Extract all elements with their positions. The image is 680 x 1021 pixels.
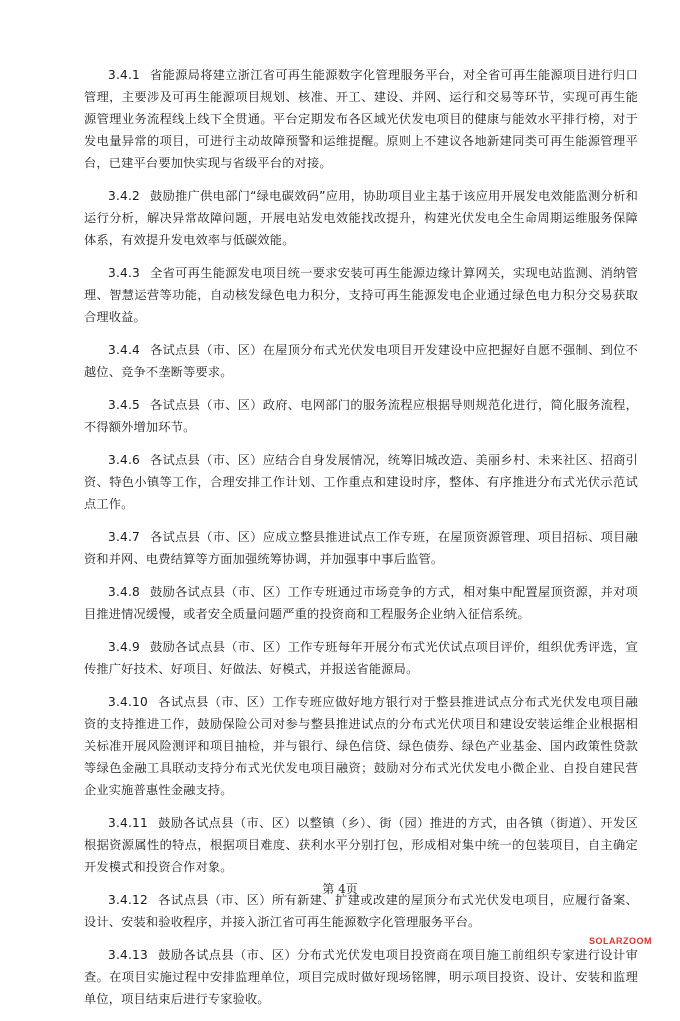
clause-number: 3.4.4	[108, 343, 141, 357]
clause-text: 各试点县（市、区）在屋顶分布式光伏发电项目开发建设中应把握好自愿不强制、到位不越位、竞争不垄断等要求。	[84, 343, 638, 379]
clause-number: 3.4.7	[108, 530, 141, 544]
clause-number: 3.4.8	[108, 585, 141, 599]
clause-number: 3.4.12	[108, 893, 148, 907]
clause-paragraph-3-4-8	[84, 581, 638, 625]
clause-text: 各试点县（市、区）政府、电网部门的服务流程应根据导则规范化进行，简化服务流程，不得额外增加环节。	[84, 398, 638, 434]
clause-paragraph-3-4-5	[84, 394, 638, 438]
clause-list	[84, 64, 638, 1021]
clause-number: 3.4.11	[108, 816, 148, 830]
clause-text: 各试点县（市、区）应成立整县推进试点工作专班，在屋顶资源管理、项目招标、项目融资和并网、电费结算等方面加强统筹协调，并加强事中事后监管。	[84, 530, 638, 566]
clause-text: 各试点县（市、区）所有新建、扩建或改建的屋顶分布式光伏发电项目，应履行备案、设计、安装和验收程序，并接入浙江省可再生能源数字化管理服务平台。	[84, 893, 638, 929]
clause-paragraph-3-4-13	[84, 944, 638, 1010]
clause-paragraph-3-4-4	[84, 339, 638, 383]
clause-paragraph-3-4-10	[84, 691, 638, 801]
clause-number: 3.4.5	[108, 398, 141, 412]
clause-text: 各试点县（市、区）应结合自身发展情况，统筹旧城改造、美丽乡村、未来社区、招商引资、特色小镇等工作，合理安排工作计划、工作重点和建设时序，整体、有序推进分布式光伏示范试点工作。	[84, 453, 638, 511]
clause-number: 3.4.13	[108, 948, 148, 962]
clause-text: 鼓励各试点县（市、区）以整镇（乡）、街（园）推进的方式，由各镇（街道）、开发区根据资源属性的特点，根据项目难度、获利水平分别打包，形成相对集中统一的包装项目，自主确定开发模式和投资合作对象。	[84, 816, 638, 874]
clause-paragraph-3-4-3	[84, 262, 638, 328]
clause-paragraph-3-4-2	[84, 185, 638, 251]
clause-number: 3.4.3	[108, 266, 141, 280]
clause-number: 3.4.10	[108, 695, 148, 709]
page-number: 第 4页	[322, 882, 358, 896]
clause-text: 各试点县（市、区）工作专班应做好地方银行对于整县推进试点分布式光伏发电项目融资的支持推进工作，鼓励保险公司对参与整县推进试点的分布式光伏项目和建设安装运维企业根据相关标准开展风险测评和项目抽检，并与银行、绿色信贷、绿色债券、绿色产业基金、国内政策性贷款等绿色金融工具联动支持分布式光伏发电项目融资；鼓励对分布式光伏发电小微企业、自投自建民营企业实施普惠性金融支持。	[84, 695, 638, 797]
clause-number: 3.4.1	[108, 68, 141, 82]
clause-paragraph-3-4-1	[84, 64, 638, 174]
solarzoom-watermark: SOLARZOOM	[589, 936, 652, 946]
clause-paragraph-3-4-7	[84, 526, 638, 570]
clause-paragraph-3-4-11	[84, 812, 638, 878]
clause-text: 鼓励各试点县（市、区）工作专班通过市场竞争的方式，相对集中配置屋顶资源，并对项目推进情况缓慢，或者安全质量问题严重的投资商和工程服务企业纳入征信系统。	[84, 585, 638, 621]
clause-number: 3.4.6	[108, 453, 141, 467]
clause-text: 全省可再生能源发电项目统一要求安装可再生能源边缘计算网关，实现电站监测、消纳管理、智慧运营等功能，自动核发绿色电力积分，支持可再生能源发电企业通过绿色电力积分交易获取合理收益。	[84, 266, 638, 324]
clause-number: 3.4.9	[108, 640, 141, 654]
clause-text: 鼓励推广供电部门“绿电碳效码”应用，协助项目业主基于该应用开展发电效能监测分析和运行分析，解决异常故障问题，开展电站发电效能找改提升，构建光伏发电全生命周期运维服务保障体系，有效提升发电效率与低碳效能。	[84, 189, 638, 247]
clause-number: 3.4.2	[108, 189, 141, 203]
clause-text: 鼓励各试点县（市、区）工作专班每年开展分布式光伏试点项目评价，组织优秀评选，宣传推广好技术、好项目、好做法、好模式，并报送省能源局。	[84, 640, 638, 676]
clause-text: 省能源局将建立浙江省可再生能源数字化管理服务平台，对全省可再生能源项目进行归口管理，主要涉及可再生能源项目规划、核准、开工、建设、并网、运行和交易等环节，实现可再生能源管理业务流程线上线下全贯通。平台定期发布各区域光伏发电项目的健康与能效水平排行榜，对于发电量异常的项目，可进行主动故障预警和运维提醒。原则上不建议各地新建同类可再生能源管理平台，已建平台要加快实现与省级平台的对接。	[84, 68, 638, 170]
clause-paragraph-3-4-6	[84, 449, 638, 515]
clause-text: 鼓励各试点县（市、区）分布式光伏发电项目投资商在项目施工前组织专家进行设计审查。在项目实施过程中安排监理单位，项目完成时做好现场铭牌，明示项目投资、设计、安装和监理单位，项目结束后进行专家验收。	[84, 948, 638, 1006]
clause-paragraph-3-4-9	[84, 636, 638, 680]
